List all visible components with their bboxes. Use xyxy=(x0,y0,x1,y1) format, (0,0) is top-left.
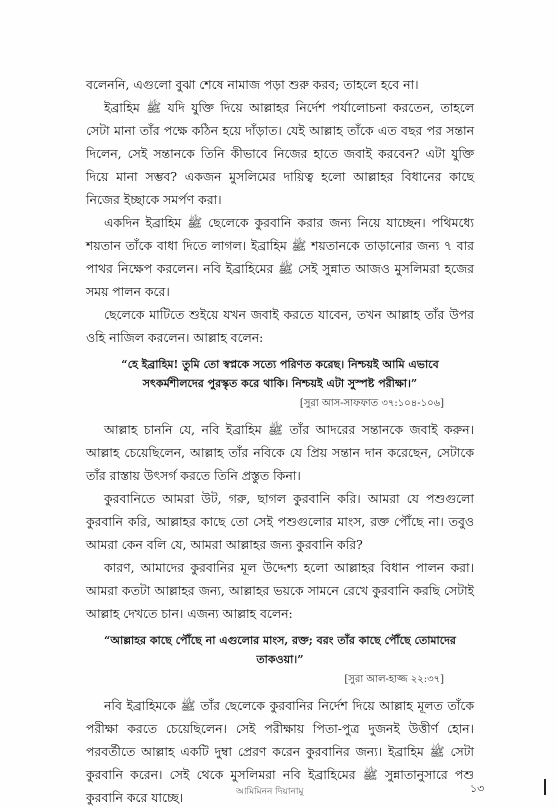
paragraph-8: নবি ইব্রাহিমকে ﷺ তাঁর ছেলেকে কুরবানির নির্দেশ দিয়ে আল্লাহ মূলত তাঁকে পরীক্ষা করতে চেয়েছিলেন। সেই পরীক্ষায় পিতা-পুত্র দুজনই উত্তীর্ণ হোন। পরবর্তীতে আল্লাহ একটি দুম্বা প্রেরণ করেন কুরবানির জন্য। ইব্রাহিম ﷺ সেটা কুরবানি করেন। সেই থেকে মুসলিমরা নবি ইব্রাহিমের ﷺ সুন্নাতানুসারে পশু কুরবানি করে যাচ্ছে। xyxy=(86,698,474,805)
paragraph-5: আল্লাহ চাননি যে, নবি ইব্রাহিম ﷺ তাঁর আদরের সন্তানকে জবাই করুন। আল্লাহ চেয়েছিলেন, আল্লাহ তাঁর নবিকে যে প্রিয় সন্তান দান করেছেন, সেটাকে তাঁর রাস্তায় উৎসর্গ করতে তিনি প্রস্তুত কিনা। xyxy=(86,422,475,483)
margin-bar xyxy=(544,779,546,795)
quote-1-reference: [সুরা আস-সাফফাত ৩৭:১০৪-১০৬] xyxy=(299,398,444,409)
paragraph-3: একদিন ইব্রাহিম ﷺ ছেলেকে কুরবানি করার জন্য নিয়ে যাচ্ছেন। পথিমধ্যে শয়তান তাঁকে বাধা দিতে লাগল। ইব্রাহিম ﷺ শয়তানকে তাড়ানোর জন্য ৭ বার পাথর নিক্ষেপ করলেন। নবি ইব্রাহিমের ﷺ সেই সুন্নাত আজও মুসলিমরা হজের সময় পালন করে। xyxy=(86,215,474,299)
quote-1: “হে ইব্রাহিম! তুমি তো স্বপ্নকে সত্যে পরিণত করেছ। নিশ্চয়ই আমি এভাবে সৎকর্মশীলদের পুরস্কৃত করে থাকি। নিশ্চয়ই এটা সুস্পষ্ট পরীক্ষা।” xyxy=(121,358,439,390)
paragraph-7: কারণ, আমাদের কুরবানির মূল উদ্দেশ্য হলো আল্লাহর বিধান পালন করা। আমরা কতটা আল্লাহর জন্য, আল্লাহর ভয়কে সামনে রেখে কুরবানি করছি সেটাই আল্লাহ দেখতে চান। এজন্য আল্লাহ বলেন: xyxy=(86,560,474,621)
paragraph-6: কুরবানিতে আমরা উট, গরু, ছাগল কুরবানি করি। আমরা যে পশুগুলো কুরবানি করি, আল্লাহর কাছে তো সেই পশুগুলোর মাংস, রক্ত পৌঁছে না। তবুও আমরা কেন বলি যে, আমরা আল্লাহর জন্য কুরবানি করি? xyxy=(86,491,474,552)
quote-2-reference: [সুরা আল-হাজ্জ ২২:৩৭] xyxy=(344,674,444,685)
running-footer: আমিমিনন দিয়ানামু xyxy=(236,787,304,797)
paragraph-4: ছেলেকে মাটিতে শুইয়ে যখন জবাই করতে যাবেন, তখন আল্লাহ তাঁর উপর ওহি নাজিল করলেন। আল্লাহ বলেন: xyxy=(86,307,474,345)
paragraph-2: ইব্রাহিম ﷺ যদি যুক্তি দিয়ে আল্লাহর নির্দেশ পর্যালোচনা করতেন, তাহলে সেটা মানা তাঁর পক্ষে কঠিন হয়ে দাঁড়াত। যেই আল্লাহ তাঁকে এত বছর পর সন্তান দিলেন, সেই সন্তানকে তিনি কীভাবে নিজের হাতে জবাই করবেন? এটা যুক্তি দিয়ে মানা সম্ভব? একজন মুসলিমের দায়িত্ব হলো আল্লাহর বিধানের কাছে নিজের ইচ্ছাকে সমর্পণ করা। xyxy=(86,100,474,207)
page-number: ১৩ xyxy=(470,782,485,795)
quote-2: “আল্লাহর কাছে পৌঁছে না এগুলোর মাংস, রক্ত; বরং তাঁর কাছে পৌঁছে তোমাদের তাকওয়া।” xyxy=(104,634,456,666)
paragraph-1: বলেননি, এগুলো বুঝা শেষে নামাজ পড়া শুরু করব; তাহলে হবে না। xyxy=(86,77,419,92)
body-text xyxy=(86,73,474,809)
